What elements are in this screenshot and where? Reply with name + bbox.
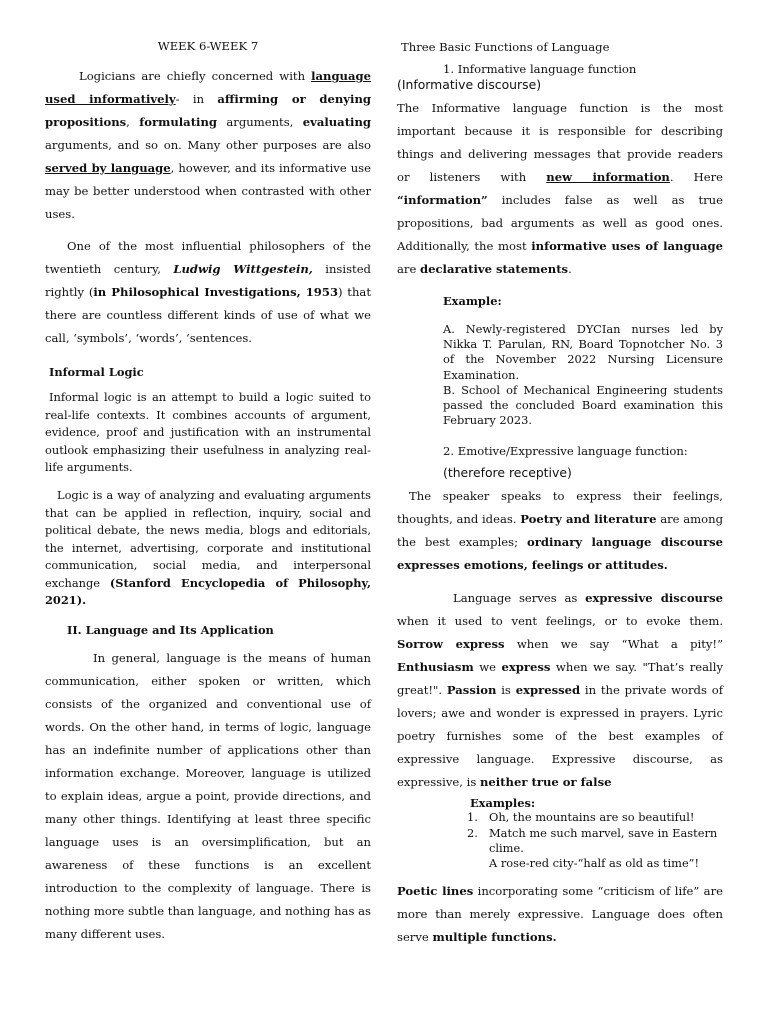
function-1-heading: 1. Informative language function — [443, 62, 637, 76]
paragraph-wittgenstein — [45, 235, 371, 350]
section-2-heading: II. Language and Its Application — [67, 623, 274, 637]
week-title: WEEK 6-WEEK 7 — [157, 39, 259, 53]
list-text: Match me such marvel, save in Eastern clime. — [489, 825, 718, 855]
emphasis: Poetic lines — [397, 884, 474, 898]
paragraph-intro — [45, 65, 371, 226]
text: in the private words of lovers; awe and wonder is expressed in prayers. Lyric poetry furnishes some of the best examples of expressive language. Expressive discourse, as expressive, is — [397, 683, 723, 789]
text: incorporating some “criticism of life” are more than merely expressive. Language does often serve — [397, 884, 723, 944]
emphasis: affirming or denying propositions — [45, 92, 371, 129]
functions-title: Three Basic Functions of Language — [401, 40, 610, 54]
text: arguments, — [217, 115, 303, 129]
paragraph-informal-logic: Informal logic is an attempt to build a logic suited to real-life contexts. It combines accounts of argument, evidence, proof and justification with an instrumental outlook emphasizing their usefulness in analyzing real-life arguments. — [45, 390, 371, 474]
paragraph-language-application: In general, language is the means of human communication, either spoken or written, which consists of the organized and conventional use of words. On the other hand, in terms of logic, language has an indefinite number of applications other than information exchange. Moreover, language is utilized to explain ideas, argue a point, provide directions, and many other things. Identifying at least three specific language uses is an oversimplification, but an awareness of these functions is an excellent introduction to the complexity of language. There is nothing more subtle than language, and nothing has as many different uses. — [45, 651, 371, 941]
paragraph-informative — [397, 97, 723, 281]
emphasis: expressive discourse — [585, 591, 723, 605]
emphasis: multiple functions. — [432, 930, 557, 944]
paragraph-expressive — [397, 485, 723, 577]
text: , however, and its informative use may be better understood when contrasted with other uses. — [45, 161, 371, 221]
function-2-subheading: (therefore receptive) — [443, 465, 572, 480]
text: . — [568, 262, 572, 276]
emphasis: Passion — [446, 683, 497, 697]
text: are among the best examples; — [397, 512, 723, 549]
text: includes false as well as true propositions, bad arguments as well as good ones. Additionally, the most — [397, 193, 723, 253]
emphasis: (Stanford Encyclopedia of Philosophy, 2021). — [45, 575, 371, 607]
emphasis: new information — [546, 170, 670, 184]
emphasis: Sorrow express — [397, 637, 505, 651]
text: The speaker speaks to express their feelings, thoughts, and ideas. — [397, 489, 723, 526]
emphasis: informative uses of language — [531, 239, 723, 253]
text: when we say. "That’s really great!". — [397, 660, 723, 697]
text: - in — [175, 92, 218, 106]
function-2-heading: 2. Emotive/Expressive language function: — [443, 444, 688, 458]
text: , — [126, 115, 140, 129]
emphasis: “information” — [397, 193, 488, 207]
text: are — [397, 262, 421, 276]
examples-continuation: A rose-red city-“half as old as time”! — [489, 856, 700, 870]
emphasis: neither true or false — [479, 775, 612, 789]
text: we — [473, 660, 502, 674]
text: The Informative language function is the most important because it is responsible for describing things and delivering messages that provide readers or listeners with — [397, 101, 723, 184]
emphasis: express — [501, 660, 551, 674]
text: . Here — [669, 170, 724, 184]
text: Logic is a way of analyzing and evaluating arguments that can be applied in reflection, inquiry, social and political debate, the news media, blogs and editorials, the internet, advertising, corporate and institutional communication, social media, and interpersonal exchange — [45, 488, 371, 590]
emphasis: language used informatively — [45, 69, 371, 106]
example-a: A. Newly-registered DYCIan nurses led by Nikka T. Parulan, RN, Board Topnotcher No. 3 of the November 2022 Nursing Licensure Examination. — [443, 322, 723, 382]
list-item — [467, 810, 723, 826]
emphasis: served by language — [45, 161, 171, 175]
informal-logic-heading: Informal Logic — [49, 365, 144, 379]
emphasis: formulating — [139, 115, 217, 129]
examples-label: Examples: — [470, 796, 536, 810]
paragraph-expressive-discourse — [397, 587, 723, 794]
emphasis: Ludwig Wittgestein, — [173, 262, 313, 276]
text: when we say “What a pity!” — [504, 637, 723, 651]
text: is — [496, 683, 516, 697]
example-b: B. School of Mechanical Engineering students passed the concluded Board examination this February 2023. — [443, 383, 723, 428]
text: Logicians are chiefly concerned with — [79, 69, 312, 83]
emphasis: declarative statements — [420, 262, 569, 276]
examples-list — [467, 810, 723, 857]
text: Language serves as — [453, 591, 586, 605]
list-item — [467, 826, 723, 857]
example-label: Example: — [443, 294, 502, 308]
emphasis: in Philosophical Investigations, 1953 — [93, 285, 339, 299]
list-number: 2. — [467, 825, 478, 840]
text: insisted rightly ( — [45, 262, 371, 299]
text: ) that there are countless different kinds of use of what we call, ‘symbols’, ‘words’, ‘sentences. — [45, 285, 371, 345]
paragraph-logic-way — [45, 487, 371, 610]
emphasis: evaluating — [302, 115, 371, 129]
text: arguments, and so on. Many other purposes are also — [45, 138, 371, 152]
emphasis: expressed — [515, 683, 581, 697]
function-1-subheading: (Informative discourse) — [397, 77, 542, 92]
emphasis: ordinary language discourse expresses emotions, feelings or attitudes. — [397, 535, 723, 572]
list-text: Oh, the mountains are so beautiful! — [489, 810, 695, 824]
text: when it used to vent feelings, or to evoke them. — [397, 614, 723, 628]
emphasis: Enthusiasm — [397, 660, 474, 674]
paragraph-poetic-lines — [397, 880, 723, 949]
emphasis: Poetry and literature — [520, 512, 657, 526]
list-number: 1. — [467, 810, 478, 824]
text: One of the most influential philosophers of the twentieth century, — [45, 239, 371, 276]
